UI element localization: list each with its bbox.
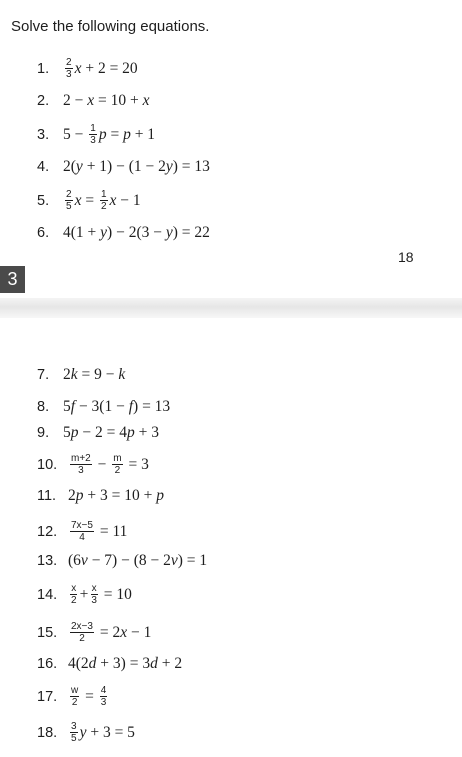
- fraction-denominator: 2: [79, 633, 85, 644]
- equation-item: [37, 655, 182, 673]
- fraction: [112, 453, 122, 476]
- math-text: + 3 = 10 +: [83, 487, 157, 504]
- equation-number: 7.: [37, 367, 50, 383]
- math-variable: v: [80, 552, 88, 569]
- math-variable: d: [88, 655, 97, 672]
- equation-item: [37, 521, 127, 544]
- math-text: 5: [63, 424, 71, 441]
- fraction-numerator: x: [91, 583, 97, 594]
- page-break-separator: [0, 298, 462, 318]
- fraction: [65, 189, 73, 212]
- equation-number: 12.: [37, 524, 58, 541]
- math-variable: d: [150, 655, 158, 672]
- math-variable: v: [170, 552, 178, 569]
- fraction-numerator: m+2: [71, 453, 91, 464]
- math-variable: k: [118, 366, 126, 383]
- fraction-numerator: 2x−3: [71, 621, 93, 632]
- fraction: [90, 583, 98, 606]
- math-text: ) = 13: [133, 398, 171, 415]
- math-text: = 3: [124, 456, 149, 474]
- fraction-numerator: 1: [100, 189, 107, 200]
- math-text: (6: [68, 552, 81, 569]
- math-text: = 2: [95, 624, 121, 642]
- math-text: − 1: [127, 624, 152, 642]
- math-text: ) = 13: [172, 158, 210, 175]
- equation-number: 5.: [37, 193, 50, 210]
- fraction-denominator: 3: [90, 135, 96, 146]
- equation-item: [37, 92, 150, 110]
- math-variable: p: [156, 487, 164, 504]
- equation-number: 8.: [37, 399, 50, 415]
- equation-item: [37, 622, 151, 645]
- math-variable: x: [109, 192, 117, 210]
- equation-number: 11.: [37, 488, 57, 504]
- math-text: = 10 +: [94, 92, 143, 109]
- fraction: [70, 721, 78, 744]
- math-text: + 3 = 5: [86, 724, 135, 742]
- equation-item: [37, 686, 109, 709]
- equation-item: [37, 424, 159, 442]
- equation-number: 14.: [37, 587, 58, 604]
- math-variable: y: [165, 224, 173, 241]
- fraction-denominator: 2: [71, 697, 78, 708]
- math-variable: x: [74, 60, 82, 78]
- math-text: = 9 −: [77, 366, 119, 383]
- equation-number: 3.: [37, 127, 50, 144]
- fraction-denominator: 2: [100, 201, 107, 212]
- math-text: + 3) = 3: [96, 655, 151, 672]
- equation-item: [37, 224, 210, 242]
- fraction: [70, 583, 78, 606]
- math-variable: k: [70, 366, 78, 383]
- equation-item: [37, 124, 155, 147]
- fraction: [70, 621, 94, 644]
- math-text: ) = 22: [172, 224, 210, 241]
- math-text: 2: [68, 487, 76, 504]
- equation-number: 9.: [37, 425, 50, 441]
- math-variable: p: [70, 424, 79, 441]
- equation-item: [37, 158, 210, 176]
- fraction: [100, 189, 108, 212]
- fraction-numerator: x: [71, 583, 77, 594]
- math-text: +: [79, 586, 89, 604]
- equation-item: [37, 58, 138, 81]
- fraction-denominator: 2: [114, 465, 121, 476]
- equation-item: [37, 366, 125, 384]
- equation-item: [37, 584, 132, 607]
- equation-number: 13.: [37, 553, 58, 569]
- fraction-numerator: 2: [66, 189, 72, 200]
- math-variable: y: [75, 158, 83, 175]
- math-text: =: [81, 192, 98, 210]
- math-variable: p: [126, 424, 135, 441]
- fraction-numerator: m: [113, 453, 122, 464]
- math-text: =: [81, 688, 98, 706]
- math-text: 2 −: [63, 92, 88, 109]
- math-text: −: [93, 456, 111, 474]
- fraction: [65, 57, 73, 80]
- fraction: [70, 520, 94, 543]
- math-text: + 2: [157, 655, 183, 672]
- equation-number: 18.: [37, 725, 58, 742]
- math-variable: p: [123, 126, 131, 144]
- math-variable: p: [75, 487, 84, 504]
- math-variable: x: [120, 624, 128, 642]
- fraction-denominator: 5: [66, 201, 72, 212]
- math-text: ) − 2(3 −: [107, 224, 166, 241]
- fraction-numerator: 2: [66, 57, 72, 68]
- equation-number: 6.: [37, 225, 50, 241]
- fraction-numerator: 7x−5: [71, 520, 93, 531]
- instructions-heading: Solve the following equations.: [11, 18, 210, 35]
- math-text: 5: [63, 398, 71, 415]
- math-text: − 7) − (8 − 2: [87, 552, 171, 569]
- math-text: 2(: [63, 158, 76, 175]
- math-variable: y: [100, 224, 108, 241]
- fraction-numerator: 1: [90, 123, 96, 134]
- math-variable: x: [74, 192, 82, 210]
- fraction-numerator: w: [71, 685, 79, 696]
- math-variable: x: [142, 92, 150, 109]
- equation-number: 16.: [37, 656, 58, 672]
- fraction-denominator: 3: [66, 69, 72, 80]
- page-number: 18: [398, 249, 414, 265]
- equation-item: [37, 722, 135, 745]
- math-text: = 10: [99, 586, 132, 604]
- math-text: + 3: [134, 424, 159, 441]
- equation-item: [37, 552, 207, 570]
- math-text: = 11: [95, 523, 128, 541]
- fraction-denominator: 3: [100, 697, 107, 708]
- fraction-numerator: 3: [71, 721, 77, 732]
- fraction: [100, 685, 108, 708]
- page-tab-marker: 3: [0, 266, 25, 293]
- equation-item: [37, 487, 164, 505]
- math-text: − 2 = 4: [78, 424, 127, 441]
- equation-item: [37, 454, 149, 477]
- equation-number: 4.: [37, 159, 50, 175]
- math-text: − 1: [116, 192, 141, 210]
- math-text: 4(2: [68, 655, 89, 672]
- fraction-denominator: 4: [79, 532, 85, 543]
- fraction: [89, 123, 97, 146]
- math-variable: y: [165, 158, 173, 175]
- equation-number: 2.: [37, 93, 50, 109]
- math-variable: f: [70, 398, 76, 415]
- fraction: [70, 685, 79, 708]
- fraction-numerator: 4: [100, 685, 107, 696]
- math-text: + 2 = 20: [81, 60, 138, 78]
- math-text: ) = 1: [177, 552, 208, 569]
- equation-number: 15.: [37, 625, 58, 642]
- math-text: + 1: [130, 126, 156, 144]
- equation-number: 17.: [37, 689, 58, 706]
- math-text: 2: [63, 366, 71, 383]
- math-text: =: [106, 126, 124, 144]
- fraction-denominator: 5: [71, 733, 77, 744]
- math-text: − 3(1 −: [75, 398, 129, 415]
- fraction-denominator: 3: [78, 465, 84, 476]
- equation-item: [37, 190, 141, 213]
- math-text: 5 −: [63, 126, 88, 144]
- fraction-denominator: 2: [71, 595, 77, 606]
- fraction: [70, 453, 92, 476]
- math-text: 4(1 +: [63, 224, 101, 241]
- math-text: + 1) − (1 − 2: [82, 158, 166, 175]
- math-variable: f: [128, 398, 134, 415]
- equation-number: 10.: [37, 457, 58, 474]
- equation-number: 1.: [37, 61, 50, 78]
- equation-item: [37, 398, 170, 416]
- math-variable: y: [79, 724, 87, 742]
- math-variable: p: [98, 126, 107, 144]
- math-variable: x: [87, 92, 95, 109]
- fraction-denominator: 3: [91, 595, 97, 606]
